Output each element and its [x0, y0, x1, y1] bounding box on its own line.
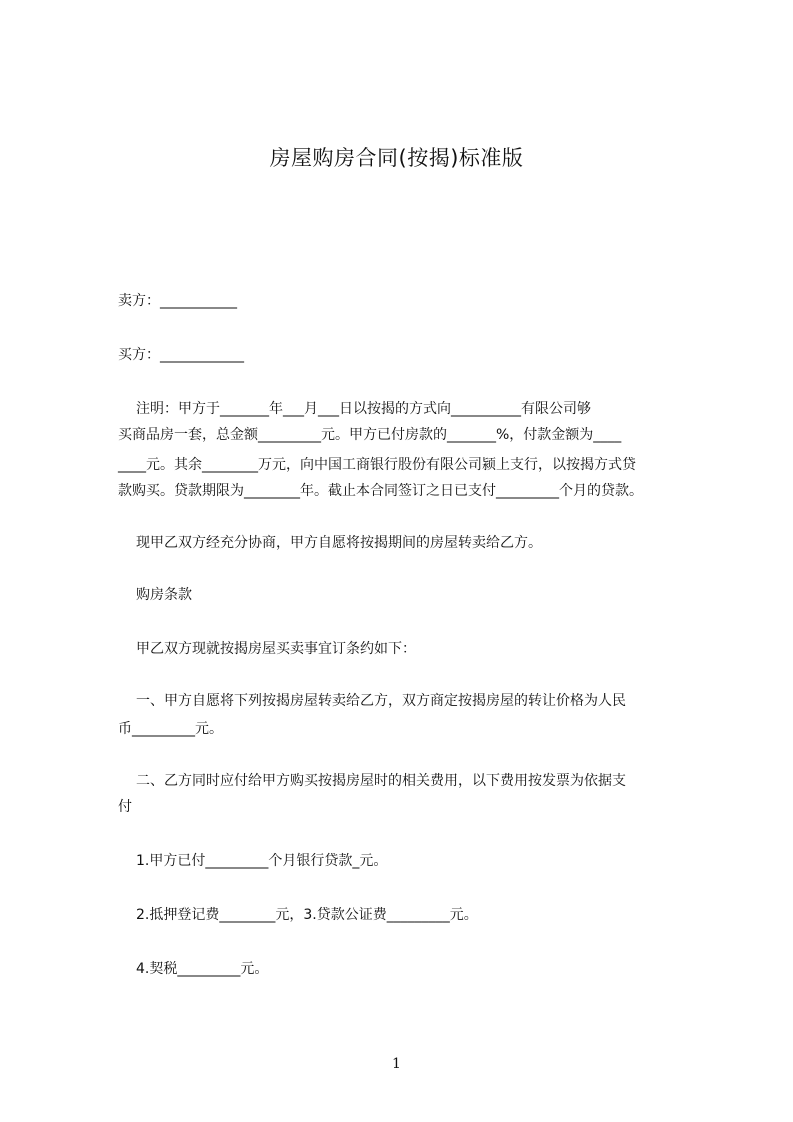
fee-item-1: 1.甲方已付_________个月银行贷款_元。 [136, 853, 388, 869]
fee-item-2-3: 2.抵押登记费________元，3.贷款公证费_________元。 [136, 907, 478, 923]
note-line: 注明：甲方于_______年___月___日以按揭的方式向__________有限公司够 [136, 401, 591, 417]
clause-line: 付 [118, 799, 132, 815]
note-line: ____元。其余________万元，向中国工商银行股份有限公司颍上支行，以按揭方式贷 [118, 457, 636, 473]
clause-line: 一、甲方自愿将下列按揭房屋转卖给乙方，双方商定按揭房屋的转让价格为人民 [136, 693, 626, 709]
note-line: 买商品房一套，总金额_________元。甲方已付房款的_______%，付款金额为____ [118, 427, 622, 443]
clause-line: 币_________元。 [118, 721, 223, 737]
buyer-line: 买方：____________ [118, 347, 244, 363]
note-line: 款购买。贷款期限为________年。截止本合同签订之日已支付_________个月的贷款。 [118, 483, 643, 499]
seller-line: 卖方：___________ [118, 293, 237, 309]
document-title: 房屋购房合同(按揭)标准版 [269, 146, 524, 170]
intro-paragraph: 现甲乙双方经充分协商，甲方自愿将按揭期间的房屋转卖给乙方。 [136, 535, 542, 551]
preamble-paragraph: 甲乙双方现就按揭房屋买卖事宜订条约如下： [136, 641, 416, 657]
page-number: 1 [392, 1056, 401, 1072]
clause-line: 二、乙方同时应付给甲方购买按揭房屋时的相关费用，以下费用按发票为依据支 [136, 773, 626, 789]
fee-item-4: 4.契税_________元。 [136, 961, 269, 977]
section-heading: 购房条款 [136, 587, 192, 603]
